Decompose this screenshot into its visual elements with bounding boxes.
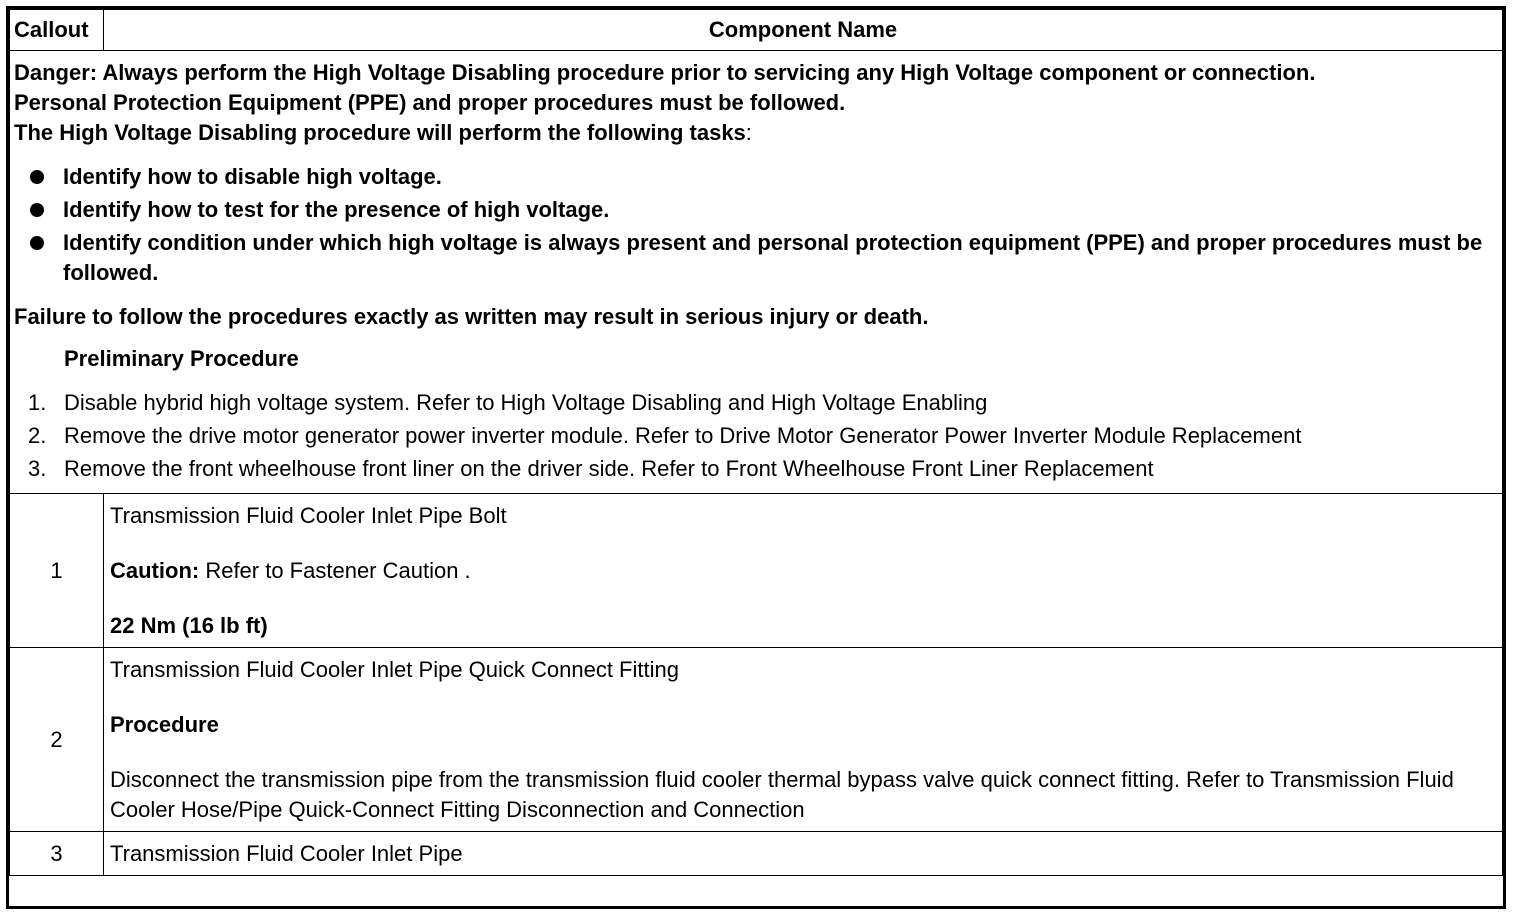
tasks-intro-line — [14, 118, 1498, 148]
list-item — [14, 454, 1498, 484]
bullet-text: Identify how to disable high voltage. — [63, 164, 442, 189]
step-text: Remove the front wheelhouse front liner on the driver side. Refer to Front Wheelhouse Front Liner Replacement — [64, 456, 1154, 481]
table-row — [10, 494, 1503, 648]
torque-spec: 22 Nm (16 lb ft) — [110, 613, 268, 638]
danger-text: Always perform the High Voltage Disabling procedure prior to servicing any High Voltage component or connection. — [97, 60, 1316, 85]
component-name-column-header: Component Name — [104, 10, 1503, 51]
callout-column-header: Callout — [10, 10, 104, 51]
caution-label: Caution: — [110, 558, 200, 583]
table-header-row — [10, 10, 1503, 51]
step-number: 3. — [28, 456, 47, 481]
task-bullet-list — [14, 162, 1498, 288]
component-cell — [104, 648, 1503, 832]
bullet-icon — [30, 170, 44, 184]
danger-line — [14, 58, 1498, 88]
tasks-colon: : — [745, 120, 752, 145]
list-item — [14, 195, 1498, 225]
procedure-title: Procedure — [110, 712, 219, 737]
component-name: Transmission Fluid Cooler Inlet Pipe Quick Connect Fitting — [110, 657, 679, 682]
component-table-frame — [6, 6, 1506, 909]
callout-number: 2 — [10, 648, 104, 832]
procedure-text: Disconnect the transmission pipe from the transmission fluid cooler thermal bypass valve quick connect fitting. Refer to Transmission Fluid Cooler Hose/Pipe Quick-Connect Fitting Disconnection and Connection — [110, 767, 1454, 822]
step-number: 2. — [28, 423, 47, 448]
ppe-line: Personal Protection Equipment (PPE) and proper procedures must be followed. — [14, 90, 846, 115]
component-table — [9, 9, 1503, 876]
notes-cell — [10, 51, 1503, 494]
list-item — [14, 228, 1498, 288]
step-text: Disable hybrid high voltage system. Refer to High Voltage Disabling and High Voltage Enabling — [64, 390, 988, 415]
list-item — [14, 388, 1498, 418]
table-row — [10, 648, 1503, 832]
component-cell — [104, 832, 1503, 876]
danger-label: Danger: — [14, 60, 98, 85]
step-number: 1. — [28, 390, 47, 415]
list-item — [14, 421, 1498, 451]
notes-row — [10, 51, 1503, 494]
caution-text: Refer to Fastener Caution . — [199, 558, 471, 583]
bullet-text: Identify how to test for the presence of high voltage. — [63, 197, 610, 222]
preliminary-steps-list — [14, 388, 1498, 484]
preliminary-procedure-title: Preliminary Procedure — [64, 346, 299, 371]
caution-line — [110, 556, 1496, 586]
callout-number: 1 — [10, 494, 104, 648]
component-name: Transmission Fluid Cooler Inlet Pipe Bolt — [110, 503, 507, 528]
failure-warning: Failure to follow the procedures exactly as written may result in serious injury or death. — [14, 304, 929, 329]
tasks-intro: The High Voltage Disabling procedure will perform the following tasks — [14, 120, 746, 145]
component-name: Transmission Fluid Cooler Inlet Pipe — [110, 841, 463, 866]
bullet-text: Identify condition under which high voltage is always present and personal protection equipment (PPE) and proper procedures must be followed. — [63, 230, 1483, 285]
list-item — [14, 162, 1498, 192]
bullet-icon — [30, 203, 44, 217]
component-cell — [104, 494, 1503, 648]
table-row — [10, 832, 1503, 876]
bullet-icon — [30, 236, 44, 250]
callout-number: 3 — [10, 832, 104, 876]
step-text: Remove the drive motor generator power inverter module. Refer to Drive Motor Generator Power Inverter Module Replacement — [64, 423, 1302, 448]
